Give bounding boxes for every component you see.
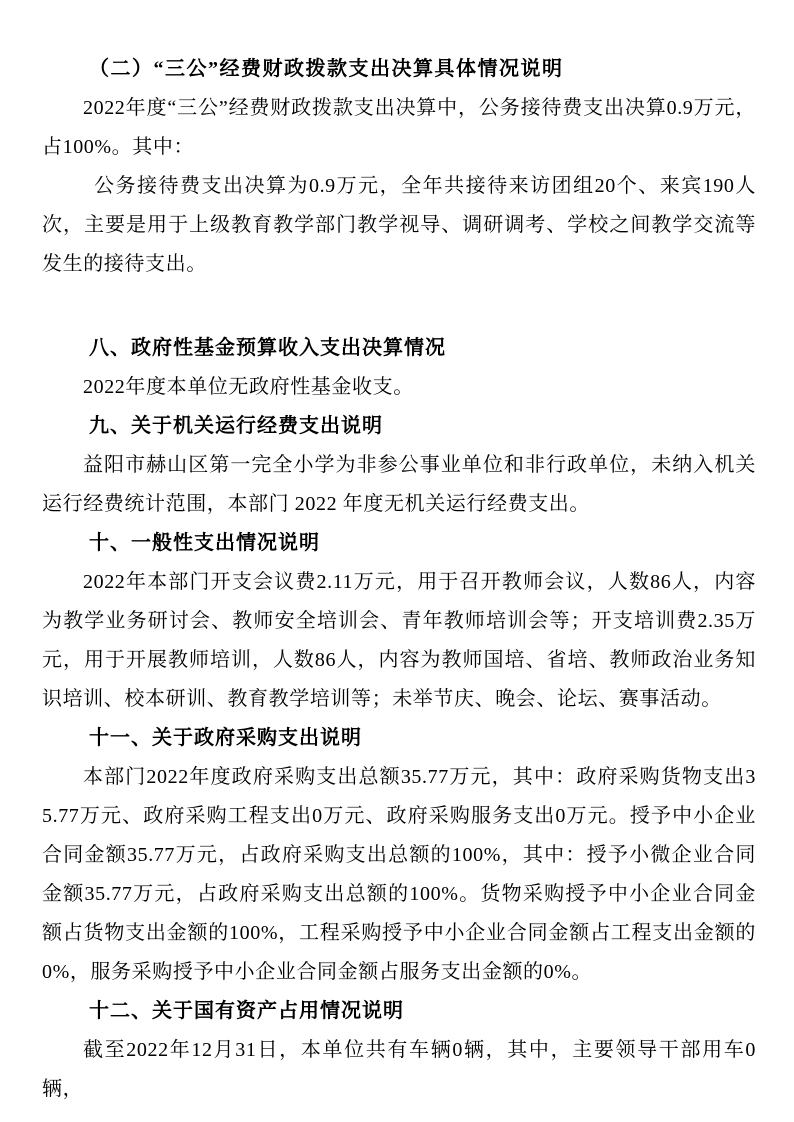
section-heading: 十二、关于国有资产占用情况说明 [89,1000,404,1022]
section-heading: （二）“三公”经费财政拨款支出决算具体情况说明 [89,58,564,80]
body-paragraph: 本部门2022年度政府采购支出总额35.77万元，其中：政府采购货物支出35.77万元、政府采购工程支出0万元、政府采购服务支出0万元。授予中小企业合同金额35.77万元，占政府采购支出总额的100%，其中：授予小微企业合同金额35.77万元，占政府采购支出总额的100%。货物采购授予中小企业合同金额占货物支出金额的100%，工程采购授予中小企业合同金额占工程支出金额的0%，服务采购授予中小企业合同金额占服务支出金额的0%。 [42,766,756,983]
section-heading: 十、一般性支出情况说明 [89,532,320,554]
section-heading: 八、政府性基金预算收入支出决算情况 [89,337,446,359]
body-paragraph: 2022年度本单位无政府性基金收支。 [83,376,414,398]
body-paragraph: 截至2022年12月31日，本单位共有车辆0辆，其中，主要领导干部用车0辆， [42,1039,756,1100]
section-heading: 十一、关于政府采购支出说明 [89,727,362,749]
document-content [42,50,756,1109]
body-paragraph: 2022年度“三公”经费财政拨款支出决算中，公务接待费支出决算0.9万元，占100%。其中： [42,97,756,158]
body-paragraph: 公务接待费支出决算为0.9万元，全年共接待来访团组20个、来宾190人次，主要是用于上级教育教学部门教学视导、调研调考、学校之间教学交流等发生的接待支出。 [42,175,756,275]
section-heading: 九、关于机关运行经费支出说明 [89,415,383,437]
paragraph-spacer [42,284,756,329]
body-paragraph: 益阳市赫山区第一完全小学为非参公事业单位和非行政单位，未纳入机关运行经费统计范围，本部门 2022 年度无机关运行经费支出。 [42,454,756,515]
body-paragraph: 2022年本部门开支会议费2.11万元，用于召开教师会议，人数86人，内容为教学业务研讨会、教师安全培训会、青年教师培训会等；开支培训费2.35万元，用于开展教师培训，人数86人，内容为教师国培、省培、教师政治业务知识培训、校本研训、教育教学培训等；未举节庆、晚会、论坛、赛事活动。 [42,571,756,710]
